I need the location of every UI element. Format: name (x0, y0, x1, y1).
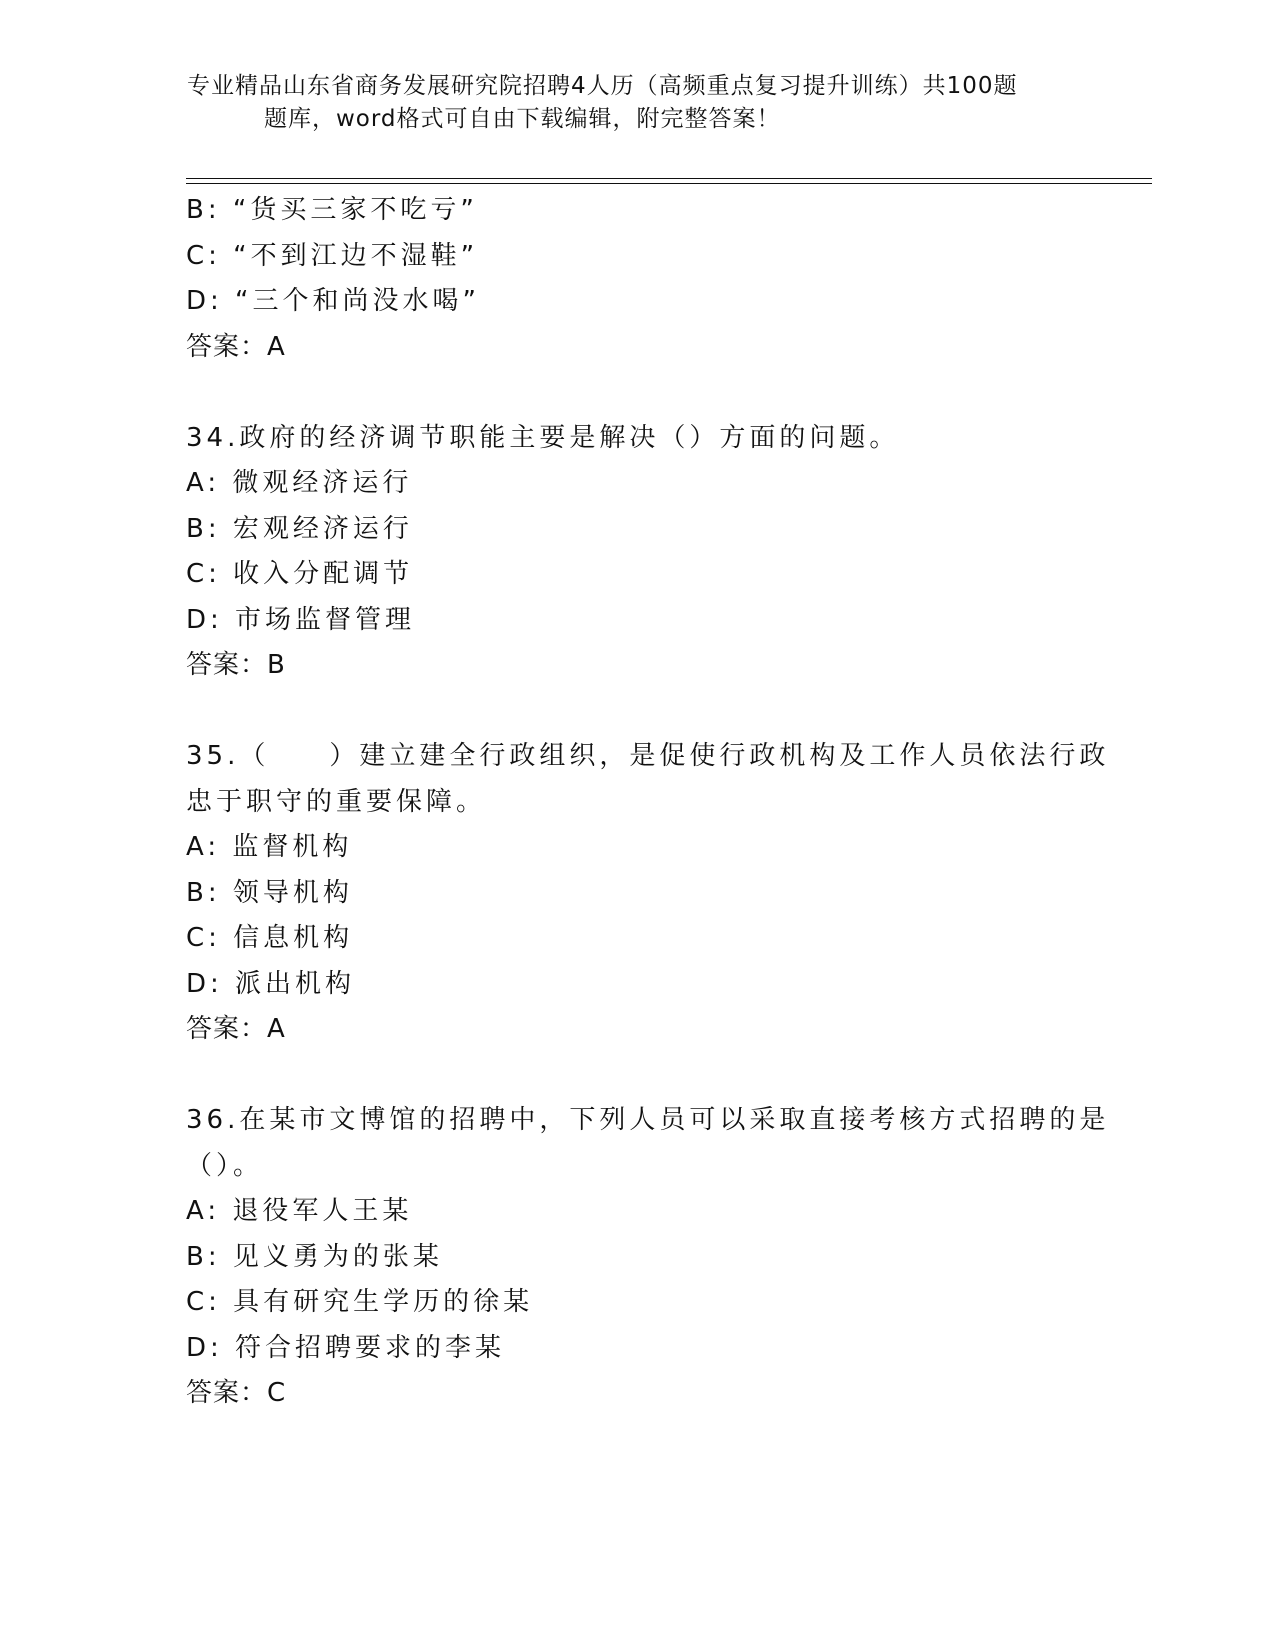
document-body (186, 188, 1110, 1417)
question-stem-line2: 忠于职守的重要保障。 (186, 786, 487, 817)
option-c: C: 信息机构 (186, 923, 354, 953)
option-a: A: 退役军人王某 (186, 1196, 413, 1226)
option-d: D: “三个和尚没水喝” (186, 286, 480, 316)
option-d: D: 派出机构 (186, 968, 356, 999)
question-stem: 34.政府的经济调节职能主要是解决（）方面的问题。 (186, 422, 900, 453)
spacer (186, 370, 1086, 416)
option-d: D: 市场监督管理 (186, 604, 416, 635)
question-stem-line1: 36.在某市文博馆的招聘中，下列人员可以采取直接考核方式招聘的是 (186, 1105, 1110, 1135)
question-34 (186, 416, 1086, 689)
header-divider-top (186, 178, 1152, 179)
answer: 答案：A (186, 331, 286, 362)
answer: 答案：A (186, 1014, 286, 1044)
question-stem-line1: 35.（ ）建立建全行政组织，是促使行政机构及工作人员依法行政 (186, 741, 1110, 771)
option-b: B: 领导机构 (186, 877, 353, 908)
option-c: C: 收入分配调节 (186, 559, 414, 589)
answer: 答案：C (186, 1378, 287, 1408)
option-a: A: 监督机构 (186, 832, 353, 862)
header-title-line1: 专业精品山东省商务发展研究院招聘4人历（高频重点复习提升训练）共100题 (187, 73, 1018, 99)
header-divider-bottom (186, 183, 1152, 184)
question-36 (186, 1098, 1110, 1417)
answer: 答案：B (186, 650, 286, 680)
option-d: D: 符合招聘要求的李某 (186, 1332, 506, 1363)
option-a: A: 微观经济运行 (186, 468, 413, 498)
option-b: B: 见义勇为的张某 (186, 1241, 443, 1272)
option-b: B: 宏观经济运行 (186, 513, 413, 544)
header-title-line2: 题库，word格式可自由下载编辑，附完整答案！ (264, 106, 781, 132)
spacer (186, 689, 1086, 735)
option-c: C: “不到江边不湿鞋” (186, 240, 479, 271)
option-b: B: “货买三家不吃亏” (186, 195, 478, 225)
document-header (187, 70, 1067, 136)
question-stem-line2: （）。 (186, 1150, 264, 1181)
spacer (186, 1053, 1086, 1099)
question-33 (186, 188, 1086, 370)
option-c: C: 具有研究生学历的徐某 (186, 1287, 534, 1317)
question-35 (186, 734, 1110, 1053)
